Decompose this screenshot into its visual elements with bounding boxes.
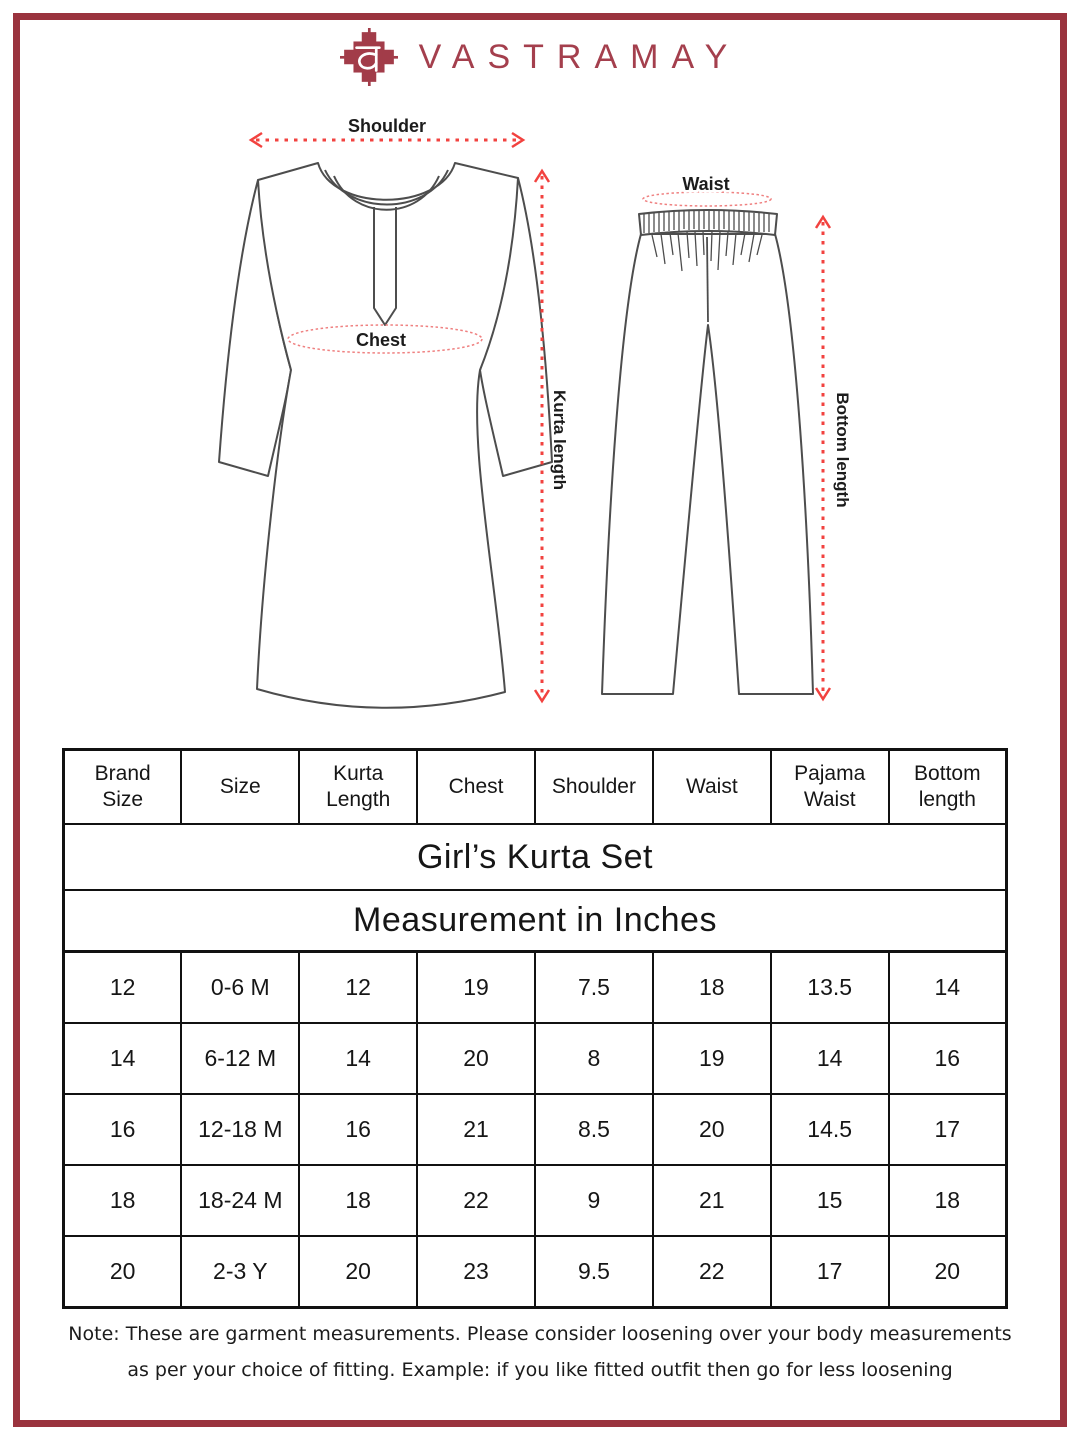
size-cell: 22: [417, 1165, 535, 1236]
size-cell: 18: [64, 1165, 182, 1236]
size-cell: 7.5: [535, 952, 653, 1024]
table-subtitle: Measurement in Inches: [64, 890, 1007, 952]
size-row: [64, 1236, 1007, 1308]
size-cell: 14: [771, 1023, 889, 1094]
size-cell: 12: [299, 952, 417, 1024]
measurement-diagram: [60, 110, 1020, 730]
size-cell: 15: [771, 1165, 889, 1236]
size-cell: 9: [535, 1165, 653, 1236]
size-cell: 18: [653, 952, 771, 1024]
col-pajama-waist: Pajama Waist: [771, 750, 889, 825]
table-header: [64, 750, 1007, 825]
brand-logo: [0, 28, 1080, 86]
col-chest: Chest: [417, 750, 535, 825]
size-cell: 23: [417, 1236, 535, 1308]
size-cell: 22: [653, 1236, 771, 1308]
kurta-sketch: [219, 163, 552, 708]
size-cell: 0-6 M: [181, 952, 299, 1024]
brand-logo-icon: [340, 28, 398, 86]
size-cell: 19: [653, 1023, 771, 1094]
bottom-length-arrow: [816, 217, 830, 699]
size-cell: 21: [417, 1094, 535, 1165]
size-cell: 21: [653, 1165, 771, 1236]
size-cell: 14: [64, 1023, 182, 1094]
size-cell: 8: [535, 1023, 653, 1094]
size-cell: 9.5: [535, 1236, 653, 1308]
size-cell: 12: [64, 952, 182, 1024]
kurta-length-label: Kurta length: [550, 389, 569, 491]
note-text: [0, 1316, 1080, 1388]
size-cell: 16: [64, 1094, 182, 1165]
col-shoulder: Shoulder: [535, 750, 653, 825]
size-cell: 18: [299, 1165, 417, 1236]
table-title-row: [64, 824, 1007, 890]
note-line-2: as per your choice of fitting. Example: if you like fitted outfit then go for less loosening: [127, 1359, 953, 1381]
col-size: Size: [181, 750, 299, 825]
size-chart-table: [62, 748, 1008, 1309]
size-cell: 19: [417, 952, 535, 1024]
size-cell: 2-3 Y: [181, 1236, 299, 1308]
col-bottom-length: Bottom length: [889, 750, 1007, 825]
size-cell: 13.5: [771, 952, 889, 1024]
size-cell: 6-12 M: [181, 1023, 299, 1094]
size-cell: 12-18 M: [181, 1094, 299, 1165]
shoulder-label: Shoulder: [347, 116, 427, 136]
size-cell: 20: [889, 1236, 1007, 1308]
size-cell: 16: [889, 1023, 1007, 1094]
size-cell: 16: [299, 1094, 417, 1165]
size-cell: 20: [64, 1236, 182, 1308]
size-cell: 20: [417, 1023, 535, 1094]
table-subtitle-row: [64, 890, 1007, 952]
size-cell: 20: [299, 1236, 417, 1308]
pajama-sketch: [602, 210, 813, 694]
bottom-length-label: Bottom length: [833, 392, 852, 508]
size-row: [64, 1094, 1007, 1165]
table-header-row: [64, 750, 1007, 825]
chest-label: Chest: [355, 330, 407, 350]
size-cell: 14: [299, 1023, 417, 1094]
size-cell: 8.5: [535, 1094, 653, 1165]
note-line-1: Note: These are garment measurements. Please consider loosening over your body measurements: [68, 1323, 1012, 1345]
col-waist: Waist: [653, 750, 771, 825]
size-cell: 20: [653, 1094, 771, 1165]
table-title: Girl’s Kurta Set: [64, 824, 1007, 890]
waist-measure-ellipse: [643, 192, 771, 206]
size-cell: 17: [889, 1094, 1007, 1165]
size-cell: 14.5: [771, 1094, 889, 1165]
col-kurta-length: Kurta Length: [299, 750, 417, 825]
size-cell: 17: [771, 1236, 889, 1308]
waist-label: Waist: [682, 174, 730, 194]
size-row: [64, 1165, 1007, 1236]
size-cell: 14: [889, 952, 1007, 1024]
size-row: [64, 1023, 1007, 1094]
size-cell: 18-24 M: [181, 1165, 299, 1236]
brand-name: VASTRAMAY: [418, 37, 741, 76]
size-row: [64, 952, 1007, 1024]
size-cell: 18: [889, 1165, 1007, 1236]
col-brand-size: Brand Size: [64, 750, 182, 825]
